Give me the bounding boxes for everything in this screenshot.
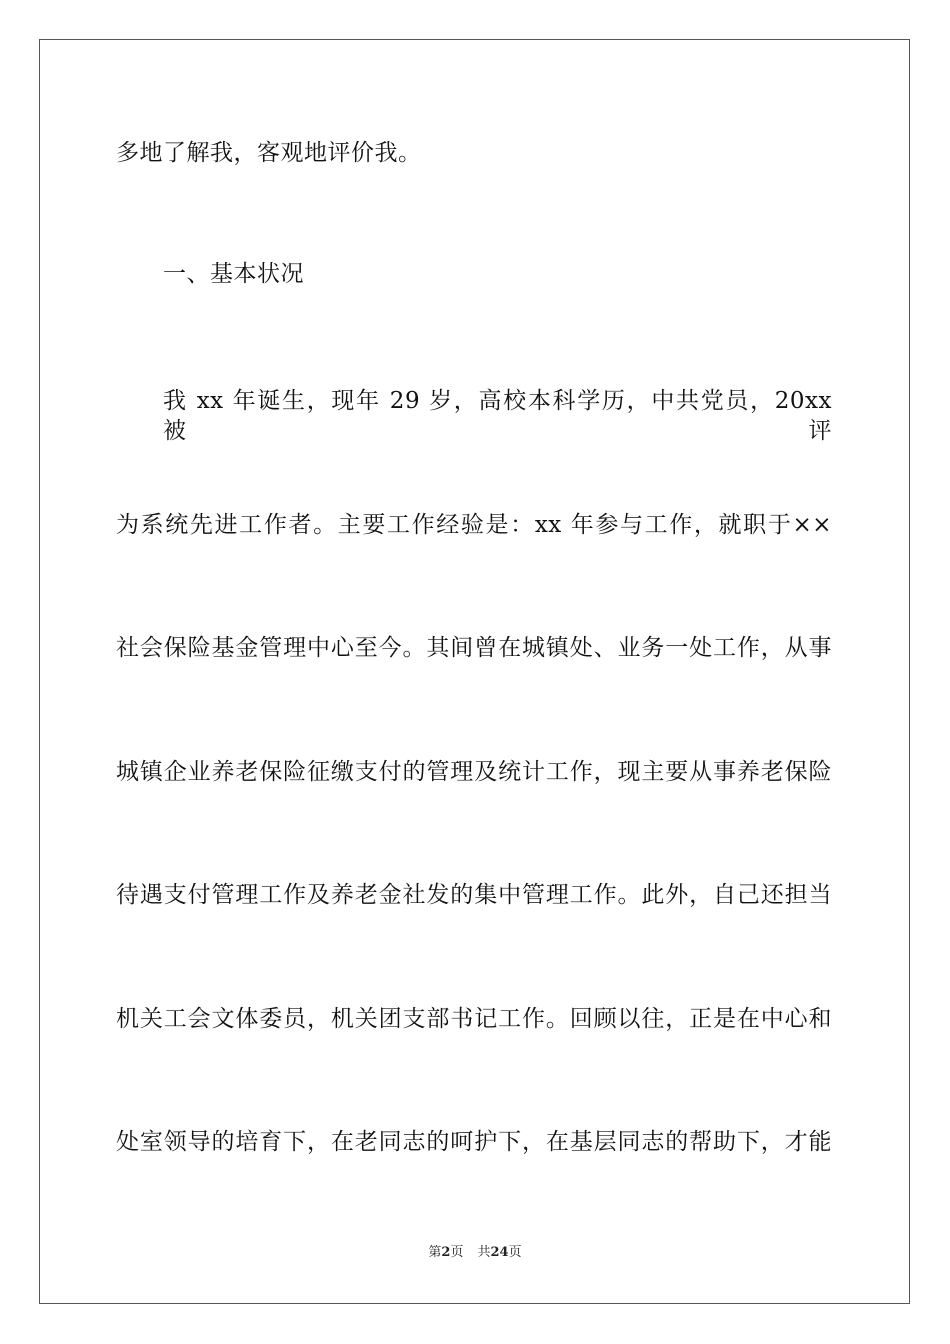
paragraph-line-1: 多地了解我，客观地评价我。 xyxy=(116,140,422,166)
paragraph-line-7: 待遇支付管理工作及养老金社发的集中管理工作。此外，自己还担当 xyxy=(116,882,832,908)
paragraph-line-5: 社会保险基金管理中心至今。其间曾在城镇处、业务一处工作，从事 xyxy=(116,635,832,661)
section-heading: 一、基本状况 xyxy=(163,261,304,287)
paragraph-line-4: 为系统先进工作者。主要工作经验是：xx 年参与工作，就职于×× xyxy=(116,512,832,538)
page-total: 24 xyxy=(490,1245,509,1260)
page-suffix: 页 xyxy=(450,1245,464,1260)
paragraph-line-9: 处室领导的培育下，在老同志的呵护下，在基层同志的帮助下，才能 xyxy=(116,1129,832,1155)
page-border xyxy=(39,39,910,1304)
paragraph-line-6: 城镇企业养老保险征缴支付的管理及统计工作，现主要从事养老保险 xyxy=(116,759,832,785)
page-current: 2 xyxy=(441,1245,451,1260)
total-prefix: 共 xyxy=(477,1245,491,1260)
page-footer xyxy=(0,1244,950,1262)
page-prefix: 第 xyxy=(428,1245,442,1260)
paragraph-line-3: 我 xx 年诞生，现年 29 岁，高校本科学历，中共党员，20xx 被评 xyxy=(163,388,832,444)
total-suffix: 页 xyxy=(508,1245,522,1260)
paragraph-line-8: 机关工会文体委员，机关团支部书记工作。回顾以往，正是在中心和 xyxy=(116,1006,832,1032)
